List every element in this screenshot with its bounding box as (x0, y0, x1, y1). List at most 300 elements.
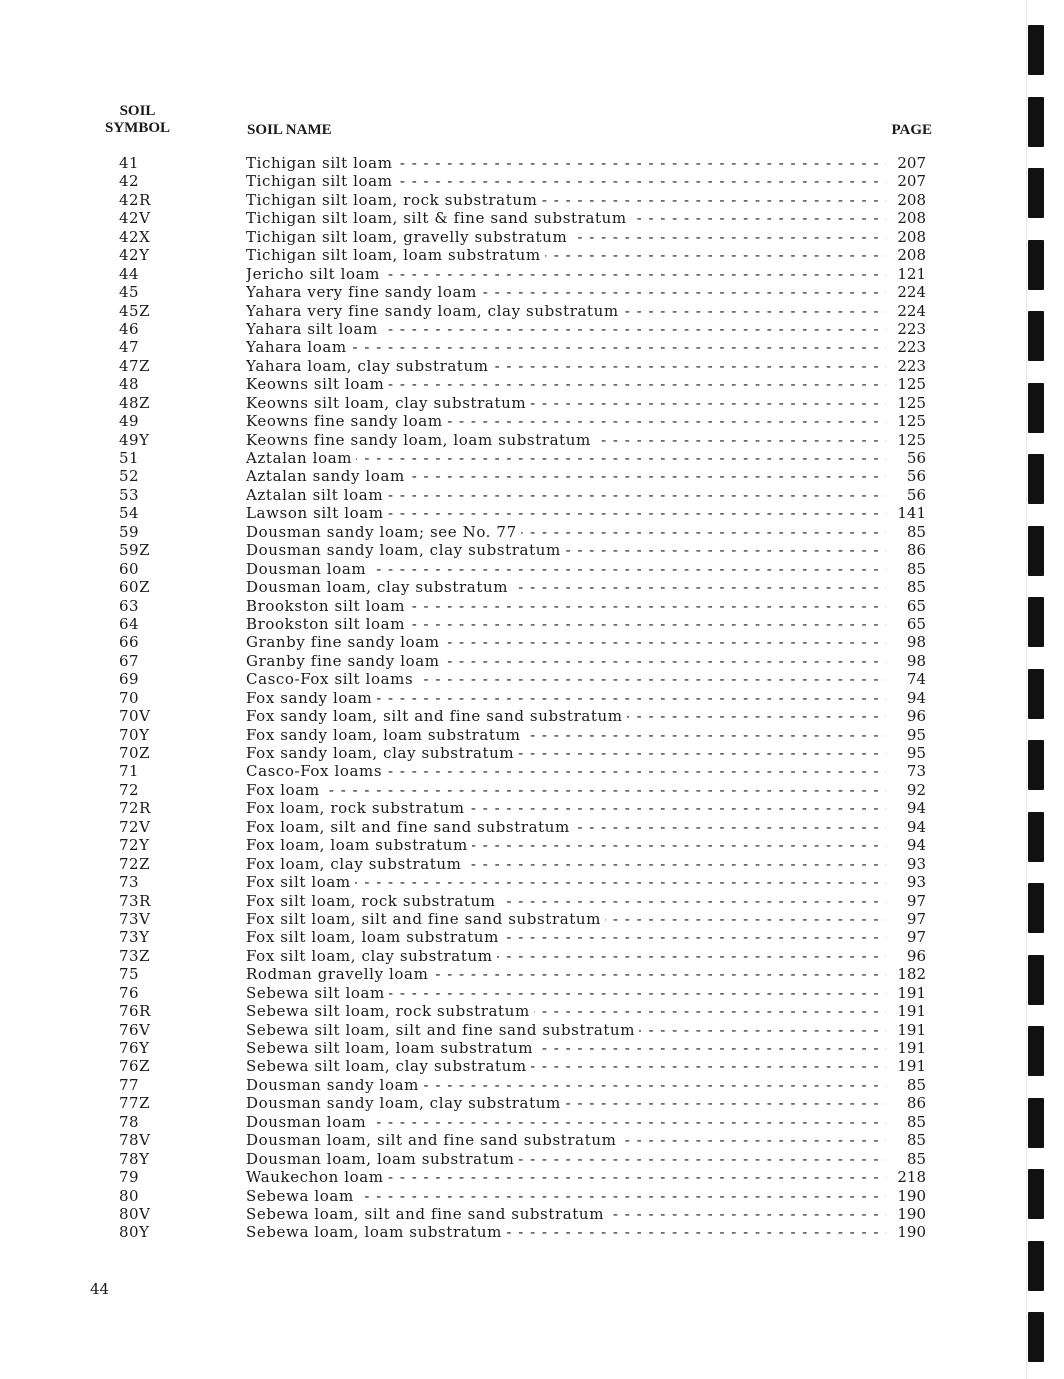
soil-name-cell (246, 1057, 886, 1075)
soil-symbol: 48 (119, 375, 140, 394)
soil-name-cell (246, 652, 886, 670)
soil-name: Yahara loam, clay substratum (246, 357, 493, 375)
soil-name-cell (246, 965, 886, 983)
page-ref: 223 (886, 320, 926, 338)
table-row (100, 154, 926, 172)
table-row (100, 965, 926, 983)
soil-name-cell (246, 1223, 886, 1241)
soil-name: Dousman loam (246, 560, 370, 578)
registration-mark (1028, 597, 1044, 647)
soil-symbol: 79 (119, 1168, 140, 1187)
soil-name: Sebewa silt loam, clay substratum (246, 1057, 531, 1075)
soil-name: Keowns silt loam (246, 375, 388, 393)
page-ref: 56 (886, 486, 926, 504)
soil-name: Dousman sandy loam; see No. 77 (246, 523, 521, 541)
soil-symbol: 73Z (119, 946, 151, 965)
soil-symbol: 70Y (119, 725, 150, 744)
soil-name-cell (246, 1113, 886, 1131)
soil-name: Yahara loam (246, 338, 351, 356)
page-ref: 85 (886, 578, 926, 596)
edge-line (1026, 0, 1027, 1379)
soil-name: Dousman sandy loam, clay substratum (246, 541, 565, 559)
soil-symbol: 77 (119, 1075, 140, 1094)
soil-symbol: 78Y (119, 1149, 150, 1168)
soil-name-cell (246, 320, 886, 338)
soil-name-cell (246, 928, 886, 946)
soil-name: Casco-Fox silt loams (246, 670, 417, 688)
table-row (100, 560, 926, 578)
table-row (100, 246, 926, 264)
soil-symbol: 42 (119, 172, 140, 191)
soil-name: Brookston silt loam (246, 615, 409, 633)
soil-name: Dousman loam, clay substratum (246, 578, 512, 596)
registration-mark (1028, 25, 1044, 75)
registration-mark (1028, 1169, 1044, 1219)
page-ref: 94 (886, 799, 926, 817)
soil-symbol: 70 (119, 688, 140, 707)
soil-name: Fox loam, loam substratum (246, 836, 472, 854)
soil-symbol: 75 (119, 965, 140, 984)
page-ref: 95 (886, 726, 926, 744)
table-row (100, 523, 926, 541)
page-ref: 65 (886, 615, 926, 633)
soil-name: Dousman loam (246, 1113, 370, 1131)
soil-symbol: 77Z (119, 1094, 151, 1113)
soil-name: Fox silt loam, silt and fine sand substratum (246, 910, 605, 928)
soil-symbol: 60Z (119, 578, 151, 597)
soil-symbol: 78 (119, 1112, 140, 1131)
table-row (100, 818, 926, 836)
page-ref: 74 (886, 670, 926, 688)
registration-mark (1028, 97, 1044, 147)
page-ref: 73 (886, 762, 926, 780)
soil-symbol: 47 (119, 338, 140, 357)
soil-name-cell (246, 726, 886, 744)
page-ref: 223 (886, 338, 926, 356)
page-ref: 224 (886, 302, 926, 320)
page-ref: 98 (886, 652, 926, 670)
soil-symbol: 73V (119, 909, 151, 928)
page-ref: 86 (886, 541, 926, 559)
soil-name: Fox silt loam, loam substratum (246, 928, 503, 946)
soil-symbol: 72V (119, 817, 151, 836)
soil-name-cell (246, 191, 886, 209)
soil-symbol: 41 (119, 154, 140, 172)
soil-name-cell (246, 947, 886, 965)
soil-name-cell (246, 615, 886, 633)
soil-symbol-header-line1: SOIL (119, 103, 156, 119)
soil-index-table (100, 154, 926, 1242)
registration-mark (1028, 812, 1044, 862)
soil-symbol: 60 (119, 559, 140, 578)
soil-symbol: 80 (119, 1186, 140, 1205)
soil-name: Tichigan silt loam (246, 172, 397, 190)
soil-symbol: 76R (119, 1002, 151, 1021)
soil-name: Rodman gravelly loam (246, 965, 432, 983)
soil-name: Yahara silt loam (246, 320, 382, 338)
soil-symbol: 51 (119, 449, 140, 467)
page-ref: 191 (886, 1039, 926, 1057)
soil-name-cell (246, 1131, 886, 1149)
page-ref: 208 (886, 209, 926, 227)
soil-name: Fox silt loam (246, 873, 355, 891)
soil-symbol: 42V (119, 209, 151, 228)
soil-symbol: 48Z (119, 393, 151, 412)
soil-name: Sebewa loam (246, 1187, 358, 1205)
page-ref: 191 (886, 1057, 926, 1075)
soil-name: Tichigan silt loam, loam substratum (246, 246, 545, 264)
soil-name: Aztalan loam (246, 449, 356, 467)
soil-name: Keowns fine sandy loam (246, 412, 447, 430)
table-row (100, 615, 926, 633)
page-ref: 207 (886, 172, 926, 190)
page-ref: 92 (886, 781, 926, 799)
table-row (100, 928, 926, 946)
registration-mark (1028, 526, 1044, 576)
soil-name: Fox sandy loam, loam substratum (246, 726, 525, 744)
soil-name: Fox sandy loam, clay substratum (246, 744, 518, 762)
soil-name-cell (246, 984, 886, 1002)
page-ref: 190 (886, 1205, 926, 1223)
table-row (100, 1168, 926, 1186)
page-ref: 125 (886, 431, 926, 449)
registration-mark (1028, 1312, 1044, 1362)
table-row (100, 633, 926, 651)
registration-mark (1028, 168, 1044, 218)
table-row (100, 781, 926, 799)
soil-name: Aztalan silt loam (246, 486, 387, 504)
soil-name-cell (246, 1205, 886, 1223)
page-number: 44 (90, 1280, 110, 1298)
soil-name-cell (246, 597, 886, 615)
table-row (100, 873, 926, 891)
soil-name-cell (246, 744, 886, 762)
page-ref: 141 (886, 504, 926, 522)
soil-name: Dousman sandy loam, clay substratum (246, 1094, 565, 1112)
soil-name-cell (246, 283, 886, 301)
soil-name-cell (246, 892, 886, 910)
soil-name: Sebewa silt loam (246, 984, 389, 1002)
table-row (100, 209, 926, 227)
soil-symbol-header (100, 103, 175, 137)
soil-name: Fox sandy loam, silt and fine sand substratum (246, 707, 627, 725)
soil-name-cell (246, 246, 886, 264)
table-row (100, 1021, 926, 1039)
page-ref: 56 (886, 467, 926, 485)
table-row (100, 744, 926, 762)
table-row (100, 855, 926, 873)
soil-name-cell (246, 504, 886, 522)
soil-name: Lawson silt loam (246, 504, 388, 522)
soil-name-cell (246, 154, 886, 172)
table-row (100, 449, 926, 467)
page-ref: 125 (886, 375, 926, 393)
table-row (100, 670, 926, 688)
soil-name-cell (246, 338, 886, 356)
soil-symbol: 52 (119, 467, 140, 486)
soil-name-cell (246, 228, 886, 246)
table-row (100, 799, 926, 817)
table-row (100, 1150, 926, 1168)
table-row (100, 394, 926, 412)
soil-symbol: 53 (119, 485, 140, 504)
table-row (100, 1057, 926, 1075)
soil-name: Sebewa silt loam, silt and fine sand substratum (246, 1021, 639, 1039)
soil-symbol: 73 (119, 873, 140, 892)
table-row (100, 1039, 926, 1057)
soil-symbol: 71 (119, 762, 140, 781)
soil-name-cell (246, 302, 886, 320)
page-ref: 65 (886, 597, 926, 615)
soil-name-cell (246, 1002, 886, 1020)
page-ref: 98 (886, 633, 926, 651)
table-row (100, 1187, 926, 1205)
soil-symbol: 42Y (119, 246, 150, 265)
soil-name: Sebewa loam, silt and fine sand substratum (246, 1205, 608, 1223)
registration-mark (1028, 669, 1044, 719)
binding-edge (1024, 0, 1048, 1379)
page-ref: 94 (886, 689, 926, 707)
soil-name-cell (246, 873, 886, 891)
page-ref: 207 (886, 154, 926, 172)
table-row (100, 1223, 926, 1241)
page-ref: 85 (886, 560, 926, 578)
table-row (100, 375, 926, 393)
soil-name-cell (246, 486, 886, 504)
page-ref: 85 (886, 1076, 926, 1094)
soil-name-cell (246, 670, 886, 688)
page-ref: 96 (886, 707, 926, 725)
soil-name: Keowns fine sandy loam, loam substratum (246, 431, 595, 449)
page-ref: 223 (886, 357, 926, 375)
page-ref: 94 (886, 836, 926, 854)
page-ref: 125 (886, 412, 926, 430)
soil-symbol: 59Z (119, 541, 151, 560)
table-row (100, 1113, 926, 1131)
soil-name: Fox loam, clay substratum (246, 855, 465, 873)
soil-name-cell (246, 375, 886, 393)
registration-mark (1028, 955, 1044, 1005)
soil-name: Dousman loam, silt and fine sand substratum (246, 1131, 620, 1149)
page-ref: 190 (886, 1223, 926, 1241)
soil-name: Fox silt loam, rock substratum (246, 892, 500, 910)
soil-symbol: 67 (119, 651, 140, 670)
page-ref: 85 (886, 1131, 926, 1149)
page-ref: 97 (886, 892, 926, 910)
soil-symbol: 54 (119, 504, 140, 523)
soil-name-cell (246, 1039, 886, 1057)
soil-symbol: 49 (119, 412, 140, 431)
table-row (100, 1076, 926, 1094)
page-ref: 224 (886, 283, 926, 301)
table-row (100, 467, 926, 485)
soil-name-cell (246, 172, 886, 190)
soil-name-cell (246, 209, 886, 227)
soil-symbol: 78V (119, 1131, 151, 1150)
soil-name-cell (246, 1076, 886, 1094)
page-ref: 218 (886, 1168, 926, 1186)
page-ref: 85 (886, 1113, 926, 1131)
soil-symbol: 80Y (119, 1223, 150, 1242)
soil-name-cell (246, 431, 886, 449)
soil-name: Jericho silt loam (246, 265, 384, 283)
page-ref: 85 (886, 523, 926, 541)
soil-name-cell (246, 412, 886, 430)
registration-mark (1028, 740, 1044, 790)
soil-name-cell (246, 578, 886, 596)
registration-mark (1028, 1241, 1044, 1291)
table-row (100, 320, 926, 338)
soil-name: Tichigan silt loam, rock substratum (246, 191, 541, 209)
table-row (100, 283, 926, 301)
table-row (100, 431, 926, 449)
registration-mark (1028, 454, 1044, 504)
soil-name-cell (246, 1150, 886, 1168)
table-row (100, 412, 926, 430)
soil-symbol: 76Y (119, 1039, 150, 1057)
registration-mark (1028, 1026, 1044, 1076)
soil-symbol: 42X (119, 227, 151, 246)
soil-name-cell (246, 633, 886, 651)
soil-name-cell (246, 799, 886, 817)
soil-name-cell (246, 449, 886, 467)
page-ref: 86 (886, 1094, 926, 1112)
soil-symbol: 76V (119, 1020, 151, 1039)
table-row (100, 357, 926, 375)
soil-name-cell (246, 689, 886, 707)
soil-name: Fox sandy loam (246, 689, 376, 707)
page-header: PAGE (891, 122, 932, 138)
soil-name-cell (246, 781, 886, 799)
soil-name: Sebewa loam, loam substratum (246, 1223, 506, 1241)
soil-symbol: 59 (119, 522, 140, 541)
table-row (100, 984, 926, 1002)
soil-name: Yahara very fine sandy loam, clay substratum (246, 302, 623, 320)
soil-name: Fox loam, silt and fine sand substratum (246, 818, 574, 836)
soil-symbol: 73R (119, 891, 151, 910)
page-ref: 93 (886, 873, 926, 891)
soil-symbol: 44 (119, 264, 140, 283)
table-row (100, 892, 926, 910)
soil-name-cell (246, 541, 886, 559)
soil-symbol: 72Z (119, 854, 151, 873)
page-ref: 85 (886, 1150, 926, 1168)
soil-name-cell (246, 1187, 886, 1205)
page-ref: 125 (886, 394, 926, 412)
soil-symbol: 63 (119, 596, 140, 615)
soil-symbol: 46 (119, 319, 140, 338)
table-row (100, 910, 926, 928)
table-row (100, 338, 926, 356)
soil-symbol: 45Z (119, 301, 151, 320)
page-ref: 56 (886, 449, 926, 467)
table-row (100, 652, 926, 670)
soil-name: Aztalan sandy loam (246, 467, 409, 485)
soil-name: Brookston silt loam (246, 597, 409, 615)
page-ref: 121 (886, 265, 926, 283)
soil-name: Dousman loam, loam substratum (246, 1150, 518, 1168)
soil-name-cell (246, 265, 886, 283)
table-row (100, 1131, 926, 1149)
table-row (100, 302, 926, 320)
page-ref: 191 (886, 984, 926, 1002)
table-row (100, 541, 926, 559)
soil-name-cell (246, 467, 886, 485)
registration-mark (1028, 383, 1044, 433)
soil-name-cell (246, 762, 886, 780)
table-row (100, 689, 926, 707)
page-ref: 182 (886, 965, 926, 983)
soil-name: Tichigan silt loam, silt & fine sand substratum (246, 209, 631, 227)
soil-name: Keowns silt loam, clay substratum (246, 394, 530, 412)
page-ref: 191 (886, 1002, 926, 1020)
registration-mark (1028, 311, 1044, 361)
page-ref: 94 (886, 818, 926, 836)
table-row (100, 486, 926, 504)
soil-name-cell (246, 818, 886, 836)
table-row (100, 504, 926, 522)
soil-symbol: 80V (119, 1204, 151, 1223)
soil-symbol: 72R (119, 799, 151, 818)
table-row (100, 597, 926, 615)
soil-symbol-header-line2: SYMBOL (104, 120, 170, 136)
soil-symbol: 76 (119, 983, 140, 1002)
table-row (100, 726, 926, 744)
registration-mark (1028, 883, 1044, 933)
soil-symbol: 70Z (119, 744, 151, 762)
table-row (100, 191, 926, 209)
soil-name-cell (246, 707, 886, 725)
page-ref: 96 (886, 947, 926, 965)
soil-name: Fox silt loam, clay substratum (246, 947, 497, 965)
table-row (100, 947, 926, 965)
registration-mark (1028, 240, 1044, 290)
table-row (100, 1002, 926, 1020)
table-row (100, 1205, 926, 1223)
page-ref: 208 (886, 191, 926, 209)
soil-symbol: 66 (119, 633, 140, 652)
soil-name-cell (246, 1168, 886, 1186)
soil-name-cell (246, 836, 886, 854)
table-row (100, 578, 926, 596)
soil-symbol: 72Y (119, 836, 150, 855)
soil-symbol: 72 (119, 780, 140, 799)
soil-name: Waukechon loam (246, 1168, 388, 1186)
table-row (100, 172, 926, 190)
soil-name-cell (246, 560, 886, 578)
soil-symbol: 69 (119, 670, 140, 689)
soil-name: Sebewa silt loam, rock substratum (246, 1002, 534, 1020)
table-row (100, 1094, 926, 1112)
soil-symbol: 42R (119, 190, 151, 209)
soil-name: Granby fine sandy loam (246, 633, 444, 651)
table-row (100, 836, 926, 854)
soil-name: Casco-Fox loams (246, 762, 386, 780)
soil-name: Yahara very fine sandy loam (246, 283, 481, 301)
table-row (100, 762, 926, 780)
soil-name-cell (246, 394, 886, 412)
page-ref: 97 (886, 910, 926, 928)
page-ref: 97 (886, 928, 926, 946)
soil-name-cell (246, 357, 886, 375)
soil-name-cell (246, 855, 886, 873)
page-ref: 208 (886, 246, 926, 264)
soil-name: Tichigan silt loam, gravelly substratum (246, 228, 571, 246)
table-header (100, 103, 932, 145)
soil-name: Dousman sandy loam (246, 1076, 423, 1094)
table-row (100, 707, 926, 725)
page-ref: 208 (886, 228, 926, 246)
